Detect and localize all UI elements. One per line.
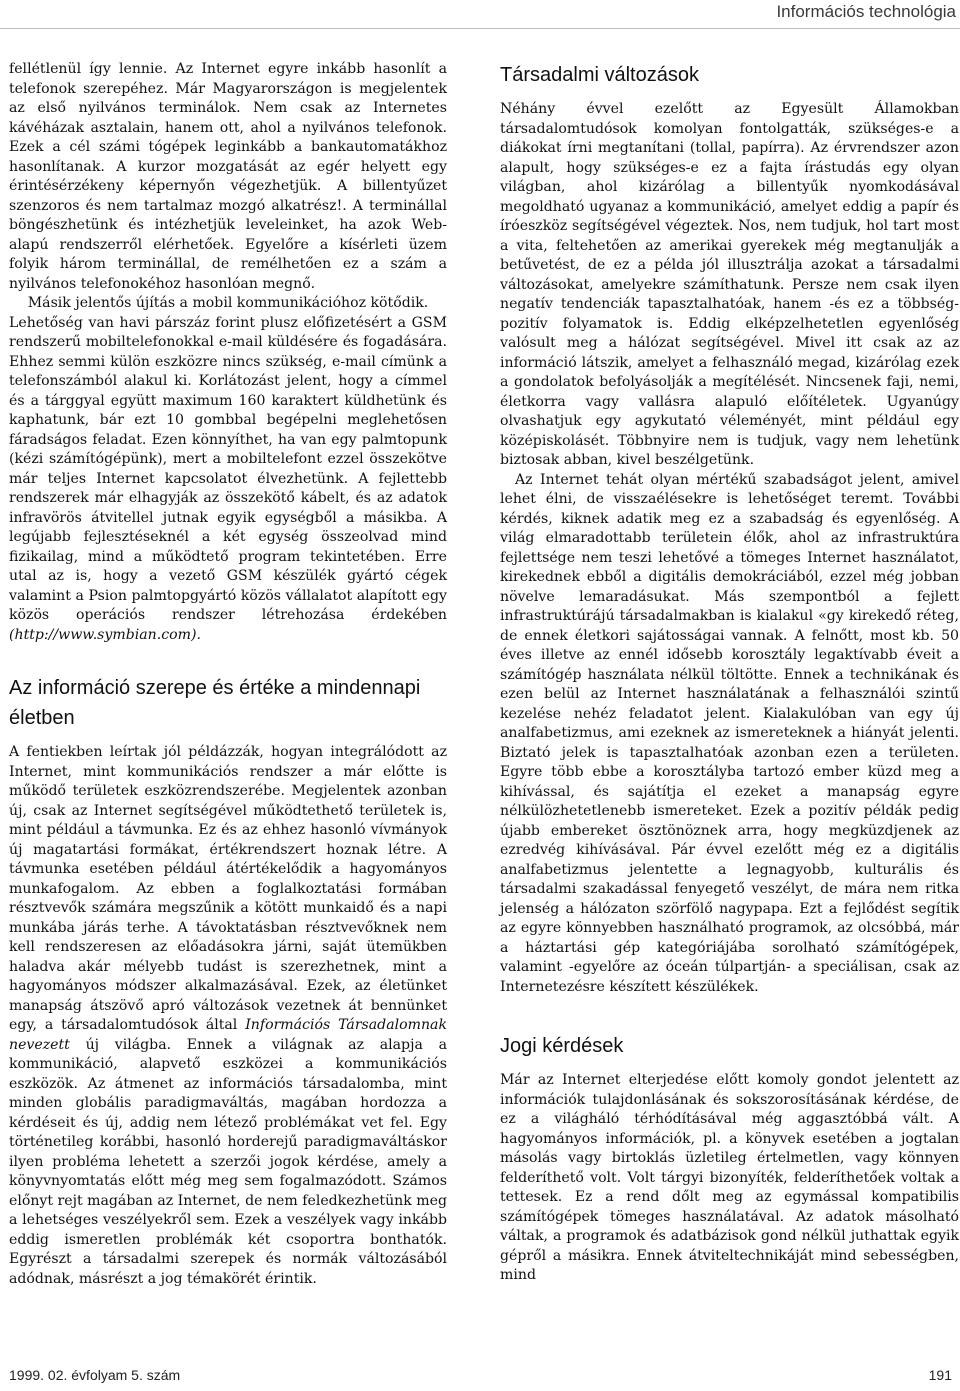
mobile-paragraph-text: Lehetőség van havi párszáz forint plusz előfizetésért a GSM rendszerű mobiltelefonokkal e-mail küldésére és fogadására. Ehhez semmi külön eszközre nincs szükség, e-mail címünk a telefonszámból alakul ki. Korlátozást jelent, hogy a címmel és a tárggyal együtt maximum 160 karaktert küldhetünk és kaphatunk, bár ezt 10 gombbal begépelni meglehetősen fáradságos feladat. Ezen könnyíthet, ha van egy palmtopunk (kézi számítógépünk), mert a mobiltelefont ezzel összekötve már teljes Internet kapcsolatot élvezhetünk. A fejlettebb rendszerek már elhagyják az összekötő kábelt, és az adatok infravörös átvitellel jutnak egyik egységből a másikba. A legújabb fejlesztéseknél a két egység összeolvad mind fizikailag, mind a működtető program tekintetében. Erre utal az is, hogy a vezető GSM készülék gyártó cégek valamint a Psion palmtopgyártó közös vállalatot alapított egy közös operációs rendszer létrehozása érdekében bbox=[9, 314, 447, 623]
left-column bbox=[9, 60, 447, 1289]
social-changes-paragraph-2: Az Internet tehát olyan mértékű szabadságot jelent, amivel lehet élni, de visszaélésekre is lehetőséget teremt. További kérdés, kiknek adatik meg ez a szabadság és egyenlőség. A világ elmaradottabb területein élők, ahol az infrastruktúra fejlettsége nem teszi lehetővé a tömeges Internet használatot, kirekednek ebből a digitális demokráciából, ezzel még jobban növelve lemaradásukat. Más szempontból a fejlett infrastruktúrájú társadalmakban is kialakul «gy kirekedő réteg, de ennek életkori sajátosságai vannak. A felnőtt, most kb. 50 éves illetve az ennél idősebb korosztály legaktívabb éveit a számítógép használata nélkül töltötte. Ennek a technikának és ezen belül az Internet használatának a felhasználói szintű kezelése nehéz feladatot jelent. Kialakulóban van egy új analfabetizmus, ami ezeknek az ismereteknek a hiányát jelenti. Biztató jelek is tapasztalhatóak azonban ezen a területen. Egyre több ebbe a korosztályba tartozó ember küzd meg a kihívással, és sajátítja el ezeket a manapság egyre nélkülözhetetlenebb ismereteket. Ezek a pozitív példák pedig újabb embereket ösztönöznek arra, hogy megküzdjenek az ezredvég kihívásával. Pár évvel ezelőtt még ez a digitális analfabetizmus jelentette a legnagyobb, kulturális és társadalmi szakadással fenyegető veszélyt, de mára nem ritka jelenség a hálózaton szörfölő nagypapa. Ezt a fejlődést segítik az egyre könnyebben használható programok, az olcsóbbá, már a háztartási gép kategóriájába sorolható számítógépek, valamint -egyelőre az óceán túlpartján- a speciálisan, csak az Internetezésre készített készülékek. bbox=[500, 471, 959, 995]
information-society-term: Információs Társadalomnak nevezett bbox=[9, 1017, 447, 1053]
legal-issues-paragraph: Már az Internet elterjedése előtt komoly gondot jelentett az információk tulajdonlásának és sokszorosításának kérdése, de ez a világháló térhódításával még aggasztóbbá vált. A hagyományos információk, pl. a könyvek esetében a jogtalan másolás vagy birtoklás üzletileg értelmetlen, vagy könnyen felderíthető volt. Volt tárgyi bizonyíték, felderíthetőek voltak a tettesek. Ez a rend dőlt meg az egymással kompatibilis számítógépek tömeges használatával. Az adatok másolható váltak, a programok és adatbázisok gond nélkül juthattak egyik gépről a másikra. Ennek átviteltechnikáját mind sebességben, mind bbox=[500, 1072, 959, 1283]
section-heading-legal-issues: Jogi kérdések bbox=[500, 1035, 624, 1057]
information-role-text: A fentiekben leírtak jól példázzák, hogyan integrálódott az Internet, mint kommunikációs rendszer a már előtte is működő területek eszközrendszerébe. Megjelentek azonban új, csak az Internet segítségével működtethető területek is, mint például a távmunka. Ez és az ehhez hasonló vívmányok új magatartási formákat, értékrendszert hoznak létre. A távmunka esetében például átértékelődik a hagyományos munkafogalom. Az ebben a foglalkoztatási formában résztvevők számára megszűnik a kötött munkaidő és a napi munkába járás terhe. A távoktatásban résztvevőknek nem kell rendszeresen az előadásokra járni, saját ütemükben haladva akár mélyebb tudást is szerezhetnek, mint a hagyományos módszer alkalmazásával. Ezek, az életünket manapság átszövő apró változások vezetnek át bennünket egy, a társadalomtudósok által bbox=[9, 744, 447, 1033]
mobile-paragraph bbox=[9, 314, 447, 646]
section-heading-information-role: Az információ szerepe és értéke a mindennapi életben bbox=[9, 677, 421, 729]
footer-issue: 1999. 02. évfolyam 5. szám bbox=[9, 1367, 181, 1383]
right-column bbox=[500, 60, 959, 1286]
symbian-url: (http://www.symbian.com). bbox=[9, 626, 201, 643]
running-head-title: Információs technológia bbox=[776, 2, 956, 21]
footer-page-number: 191 bbox=[928, 1367, 952, 1383]
information-role-paragraph bbox=[9, 743, 447, 1289]
information-role-text-rest: új világba. Ennek a világnak az alapja a kommunikáció, alapvető eszközei a kommunikációs eszközök. Az átmenet az információs társadalomba, mint minden globális paradigmaváltás, magában hordozza a kérdéseit és új, addig nem létező problémákat vet fel. Egy történetileg korábbi, hasonló horderejű paradigmaváltáskor ilyen probléma lehetett a szerzői jogok kérdése, amely a könyvnyomtatás előtt még meg sem fogalmazódott. Számos előnyt rejt magában az Internet, de nem feledkezhetünk meg a lehetséges veszélyekről sem. Ezek a veszélyek vagy inkább eddig ismeretlen problémák két csoportra bonthatók. Egyrészt a társadalmi szerepek és normák változásából adódnak, másrészt a jog témakörét érintik. bbox=[9, 1036, 447, 1287]
section-heading-social-changes: Társadalmi változások bbox=[500, 64, 699, 86]
mobile-intro-line: Másik jelentős újítás a mobil kommunikációhoz kötődik. bbox=[27, 295, 429, 311]
intro-paragraph: fellétlenül így lennie. Az Internet egyre inkább hasonlít a telefonok szerepéhez. Már Magyarországon is megjelentek az első nyilvános terminálok. Nem csak az Internetes kávéházak asztalain, hanem ott, ahol a nyilvános telefonok. Ezek a cél számi tógépek leginkább a bankautomatákhoz hasonlítanak. A kurzor mozgatását az egér helyett egy érintésérzékeny képernyőn végezhetjük. A billentyűzet szenzoros és nem tartalmaz mozgó alkatrész!. A terminállal böngészhetünk és intézhetjük leveleinket, ha azok Web-alapú rendszerről elérhetőek. Egyelőre a kísérleti üzem folyik három terminállal, de remélhetően ez a szám a nyilvános telefonokéhoz hasonlóan megnő. bbox=[9, 61, 447, 292]
social-changes-paragraph-1: Néhány évvel ezelőtt az Egyesült Államokban társadalomtudósok komolyan fontolgatták, szükséges-e a diákokat írni megtanítani (tollal, papírra). Az érvrendszer azon alapult, hogy szükséges-e ez a fajta írástudás egy olyan világban, ahol kizárólag a billentyűk nyomkodásával megoldható ugyanaz a kommunikáció, amelyet eddig a papír és íróeszköz segítségével végeztek. Nos, nem tudjuk, hol tart most a vita, feltehetően az amerikai gyerekek még megtanulják a betűvetést, de ez a példa jól illusztrálja azokat a társadalmi változásokat, amelyekre számíthatunk. Persze nem csak ilyen negatív tendenciák tapasztalhatóak, hanem -és ez a többség- pozitív folyamatok is. Eddig elképzelhetetlen egyenlőség valósult meg a hálózat segítségével. Mivel itt csak az az információ látszik, amelyet a felhasználó megad, kizárólag ezek a gondolatok befolyásolják a megítélését. Nincsenek faji, nemi, életkorra vagy vallásra alapuló előítéletek. Ugyanúgy olvashatjuk egy agykutató véleményét, mint például egy középiskolásét. Többnyire nem is tudjuk, vagy nem lehetünk biztosak abban, kivel beszélgetünk. bbox=[500, 101, 959, 468]
header-rule bbox=[0, 28, 960, 29]
